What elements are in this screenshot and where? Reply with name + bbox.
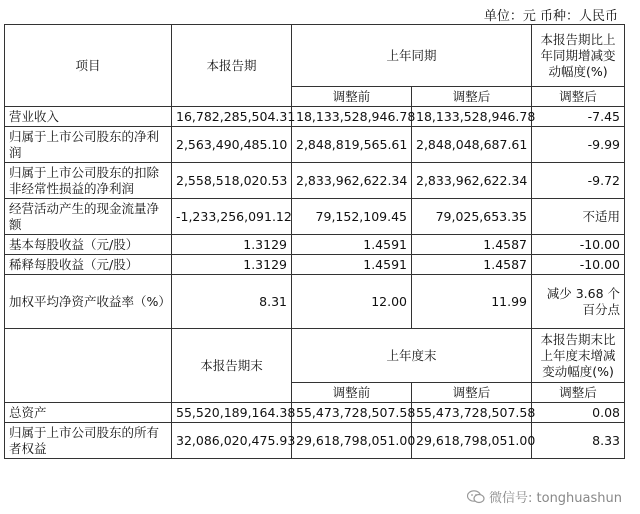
header-change: 本报告期比上年同期增减变动幅度(%)	[532, 25, 625, 87]
change-value: -10.00	[532, 235, 625, 255]
row-label: 基本每股收益（元/股）	[5, 235, 172, 255]
before-value: 1.4591	[292, 235, 412, 255]
row-label: 加权平均净资产收益率（%）	[5, 275, 172, 329]
after-value: 29,618,798,051.00	[412, 423, 532, 459]
header-prior-period: 上年同期	[292, 25, 532, 87]
row-label: 总资产	[5, 403, 172, 423]
row-label: 归属于上市公司股东的净利润	[5, 127, 172, 163]
change-value: -10.00	[532, 255, 625, 275]
before-value: 18,133,528,946.78	[292, 107, 412, 127]
table-row	[5, 127, 625, 163]
current-value: 16,782,285,504.31	[172, 107, 292, 127]
table-row	[5, 235, 625, 255]
after-value: 79,025,653.35	[412, 199, 532, 235]
row-label: 稀释每股收益（元/股）	[5, 255, 172, 275]
change-value: 8.33	[532, 423, 625, 459]
change-value: -9.72	[532, 163, 625, 199]
after-value: 18,133,528,946.78	[412, 107, 532, 127]
after-value: 2,848,048,687.61	[412, 127, 532, 163]
before-value: 2,848,819,565.61	[292, 127, 412, 163]
table-row	[5, 275, 625, 329]
table-row	[5, 163, 625, 199]
after-value: 1.4587	[412, 255, 532, 275]
header-after-adjust: 调整后	[412, 383, 532, 403]
after-value: 55,473,728,507.58	[412, 403, 532, 423]
header-change-after: 调整后	[532, 383, 625, 403]
row-label: 营业收入	[5, 107, 172, 127]
table-row	[5, 403, 625, 423]
current-value: 55,520,189,164.38	[172, 403, 292, 423]
table-row	[5, 107, 625, 127]
after-value: 2,833,962,622.34	[412, 163, 532, 199]
before-value: 79,152,109.45	[292, 199, 412, 235]
row-label: 经营活动产生的现金流量净额	[5, 199, 172, 235]
current-value: 32,086,020,475.93	[172, 423, 292, 459]
change-value: 减少 3.68 个百分点	[532, 275, 625, 329]
before-value: 29,618,798,051.00	[292, 423, 412, 459]
header-prior-year-end: 上年度末	[292, 329, 532, 383]
header-after-adjust: 调整后	[412, 87, 532, 107]
financial-summary-table	[4, 24, 625, 459]
change-value: -9.99	[532, 127, 625, 163]
change-value: 不适用	[532, 199, 625, 235]
header-change-end: 本报告期末比上年度末增减变动幅度(%)	[532, 329, 625, 383]
after-value: 1.4587	[412, 235, 532, 255]
current-value: 1.3129	[172, 255, 292, 275]
header-before-adjust: 调整前	[292, 383, 412, 403]
table-row	[5, 199, 625, 235]
current-value: 2,558,518,020.53	[172, 163, 292, 199]
current-value: 8.31	[172, 275, 292, 329]
header-blank-cell	[5, 329, 172, 403]
row-label: 归属于上市公司股东的所有者权益	[5, 423, 172, 459]
change-value: -7.45	[532, 107, 625, 127]
header-before-adjust: 调整前	[292, 87, 412, 107]
before-value: 2,833,962,622.34	[292, 163, 412, 199]
header-current-period: 本报告期	[172, 25, 292, 107]
watermark-text: 微信号: tonghuashun	[489, 491, 622, 506]
header-change-after: 调整后	[532, 87, 625, 107]
row-label: 归属于上市公司股东的扣除非经常性损益的净利润	[5, 163, 172, 199]
change-value: 0.08	[532, 403, 625, 423]
before-value: 55,473,728,507.58	[292, 403, 412, 423]
before-value: 1.4591	[292, 255, 412, 275]
after-value: 11.99	[412, 275, 532, 329]
table-row	[5, 255, 625, 275]
current-value: 2,563,490,485.10	[172, 127, 292, 163]
unit-currency-line: 单位：元 币种：人民币	[483, 9, 618, 24]
wechat-watermark	[467, 487, 622, 506]
header-period-end: 本报告期末	[172, 329, 292, 403]
current-value: -1,233,256,091.12	[172, 199, 292, 235]
header-item: 项目	[5, 25, 172, 107]
before-value: 12.00	[292, 275, 412, 329]
current-value: 1.3129	[172, 235, 292, 255]
table-row	[5, 423, 625, 459]
wechat-icon	[467, 490, 485, 504]
